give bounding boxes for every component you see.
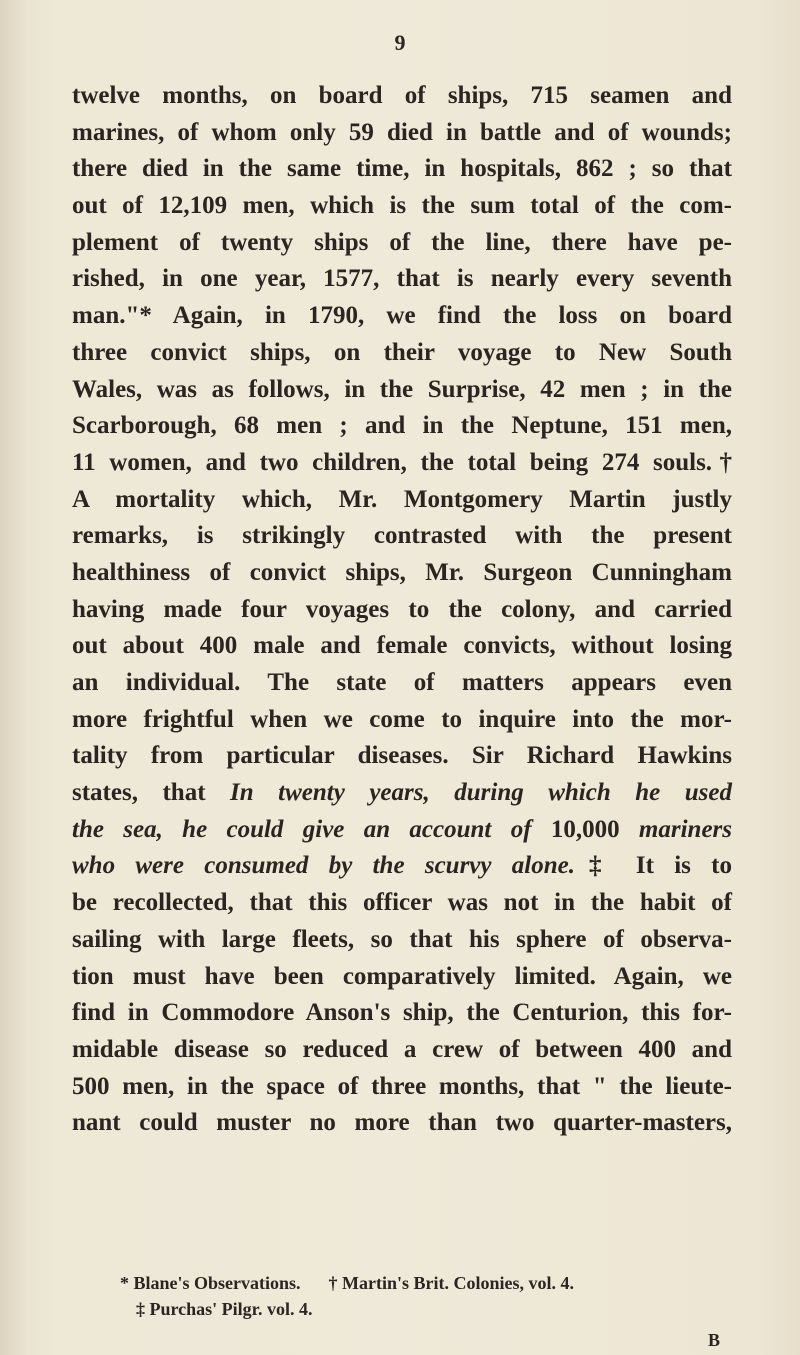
text-line: Scarborough, 68 men ; and in the Neptune, 151 men, bbox=[72, 412, 732, 440]
signature-mark: B bbox=[708, 1330, 721, 1350]
page-number: 9 bbox=[394, 30, 406, 55]
footnote: * Blane's Observations. bbox=[120, 1273, 301, 1293]
text-line: rished, in one year, 1577, that is nearly every seventh bbox=[72, 265, 732, 293]
text-line-italic bbox=[72, 775, 732, 812]
footnote: † Martin's Brit. Colonies, vol. 4. bbox=[328, 1273, 575, 1293]
text-line: having made four voyages to the colony, and carried bbox=[72, 595, 732, 623]
italic-quote: In twenty years, during which he used bbox=[230, 779, 732, 807]
text-line: sailing with large fleets, so that his sphere of observa- bbox=[72, 925, 732, 953]
text-line: more frightful when we come to inquire into the mor- bbox=[72, 705, 732, 733]
text-line: there died in the same time, in hospitals, 862 ; so that bbox=[72, 155, 732, 183]
text-line: be recollected, that this officer was not in the habit of bbox=[72, 889, 732, 917]
text-line: remarks, is strikingly contrasted with the present bbox=[72, 522, 732, 550]
text-line: an individual. The state of matters appears even bbox=[72, 669, 732, 696]
text-line: man."* Again, in 1790, we find the loss on board bbox=[72, 302, 732, 330]
text-line: tion must have been comparatively limited. Again, we bbox=[72, 962, 732, 990]
text-line: 11 women, and two children, the total being 274 souls.† bbox=[72, 448, 732, 476]
italic-quote: the sea, he could give an account of bbox=[72, 815, 532, 843]
footnote: ‡ Purchas' Pilgr. vol. 4. bbox=[136, 1299, 313, 1319]
text-line: out of 12,109 men, which is the sum total of the com- bbox=[72, 192, 732, 220]
text-line-italic bbox=[72, 848, 732, 885]
text-line: midable disease so reduced a crew of between 400 and bbox=[72, 1035, 732, 1063]
text-line: plement of twenty ships of the line, there have pe- bbox=[72, 228, 732, 256]
footnotes bbox=[120, 1270, 720, 1322]
text-line: A mortality which, Mr. Montgomery Martin justly bbox=[72, 485, 732, 513]
footnote-line bbox=[120, 1270, 720, 1296]
text-line: three convict ships, on their voyage to New South bbox=[72, 338, 732, 366]
footnote-line bbox=[120, 1296, 720, 1322]
text-segment: states, that bbox=[72, 779, 231, 807]
text-segment: ‡ It is to bbox=[574, 852, 732, 880]
text-line: out about 400 male and female convicts, without losing bbox=[72, 632, 732, 660]
text-line: marines, of whom only 59 died in battle and of wounds; bbox=[72, 118, 732, 146]
italic-quote: mariners bbox=[638, 815, 733, 843]
text-line: Wales, was as follows, in the Surprise, 42 men ; in the bbox=[72, 375, 732, 403]
text-line: 500 men, in the space of three months, that " the lieute- bbox=[72, 1072, 732, 1100]
text-line: tality from particular diseases. Sir Richard Hawkins bbox=[72, 742, 732, 770]
text-line: nant could muster no more than two quarter-masters, bbox=[72, 1109, 732, 1137]
text-line: find in Commodore Anson's ship, the Centurion, this for- bbox=[72, 999, 732, 1027]
text-line: healthiness of convict ships, Mr. Surgeon Cunningham bbox=[72, 558, 732, 586]
body-text bbox=[72, 78, 732, 1142]
text-segment: 10,000 bbox=[531, 815, 639, 843]
italic-quote: who were consumed by the scurvy alone. bbox=[72, 852, 575, 880]
text-line-italic bbox=[72, 812, 732, 849]
text-line: twelve months, on board of ships, 715 seamen and bbox=[72, 82, 732, 109]
